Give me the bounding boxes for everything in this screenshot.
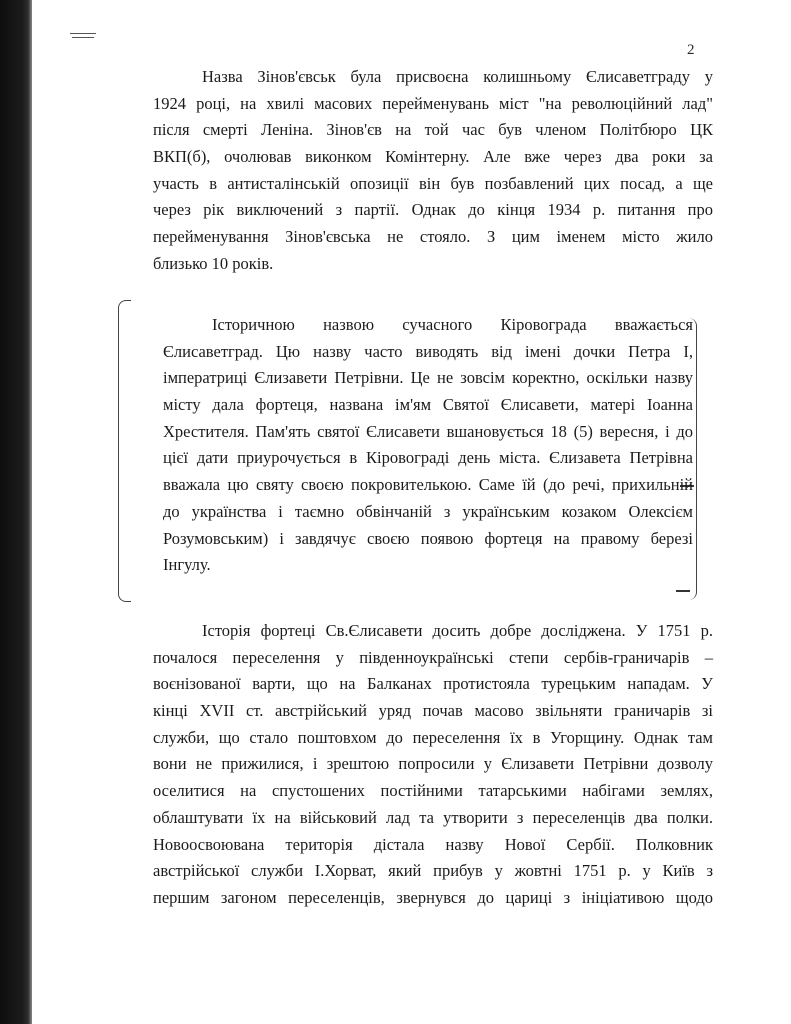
text-line: після смерті Леніна. Зінов'єв на той час був членом Політбюро ЦК	[153, 120, 713, 140]
text-line: перейменування Зінов'євська не стояло. З цим іменем місто жило	[153, 227, 713, 247]
text-line: участь в антисталінській опозиції він був позбавлений цих посад, а ще	[153, 173, 713, 193]
text-line: почалося переселення у південноукраїнські степи сербів-граничарів –	[153, 647, 713, 667]
text-line: вважала цю святу своєю покровителькою. Саме їй (до речі, прихильній	[163, 475, 693, 495]
text-line: Новоосвоювана територія дістала назву Нової Сербії. Полковник	[153, 834, 713, 854]
paragraph-yelisavetgrad	[163, 312, 693, 579]
text-line: близько 10 років.	[153, 253, 274, 273]
text-line: кінці XVII ст. австрійський уряд почав масово звільняти граничарів зі	[153, 701, 713, 721]
text-line: оселитися на спустошених постійними татарськими набігами землях,	[153, 781, 713, 801]
text-line: цієї дати приурочується в Кіровограді день міста. Єлизавета Петрівна	[163, 448, 693, 468]
text-line: облаштувати їх на військовий лад та утворити з переселенців два полки.	[153, 807, 713, 827]
text-line: воєнізованої варти, що на Балканах протистояла турецьким нападам. У	[153, 674, 713, 694]
text-line: Розумовським) і завдячує своєю появою фортеця на правому березі	[163, 528, 693, 548]
text-line: до українства і таємно обвінчаній з українським козаком Олексієм	[163, 501, 693, 521]
text-line: Історія фортеці Св.Єлисавети досить добре досліджена. У 1751 р.	[202, 621, 713, 640]
text-line: австрійської служби І.Хорват, який прибув у жовтні 1751 р. у Київ з	[153, 861, 713, 881]
text-line: 1924 році, на хвилі масових перейменувань міст "на революційний лад"	[153, 93, 713, 113]
scan-artifact-mark	[70, 33, 96, 34]
scan-dark-edge	[0, 0, 32, 1024]
page-number: 2	[687, 42, 695, 58]
text-line: Назва Зінов'євськ була присвоєна колишньому Єлисаветграду у	[202, 67, 713, 86]
text-line: Історичною назвою сучасного Кіровограда вважається	[212, 315, 693, 334]
paragraph-fortress-history	[153, 618, 713, 912]
text-line: ВКП(б), очолював виконком Комінтерну. Але вже через два роки за	[153, 147, 713, 167]
text-line: Єлисаветград. Цю назву часто виводять від імені дочки Петра I,	[163, 341, 693, 361]
text-line: Інгулу.	[163, 555, 211, 575]
text-line: служби, що стало поштовхом до переселення їх в Угорщину. Однак там	[153, 727, 713, 747]
scan-artifact-mark	[72, 37, 94, 38]
text-line: вони не прижилися, і зрештою попросили у Єлизавети Петрівни дозволу	[153, 754, 713, 774]
handwritten-dash-mark	[676, 590, 690, 592]
text-line: Хрестителя. Пам'ять святої Єлисавети вшановується 18 (5) вересня, і до	[163, 421, 693, 441]
text-line: першим загоном переселенців, звернувся до цариці з ініціативою щодо	[153, 887, 713, 907]
text-line: імператриці Єлизавети Петрівни. Це не зовсім коректно, оскільки назву	[163, 368, 693, 388]
text-line: місту дала фортеця, названа ім'ям Святої Єлисавети, матері Іоанна	[163, 395, 693, 415]
text-line: через рік виключений з партії. Однак до кінця 1934 р. питання про	[153, 200, 713, 220]
paragraph-zinovievsk	[153, 64, 713, 278]
handwritten-bracket-left	[118, 300, 131, 602]
